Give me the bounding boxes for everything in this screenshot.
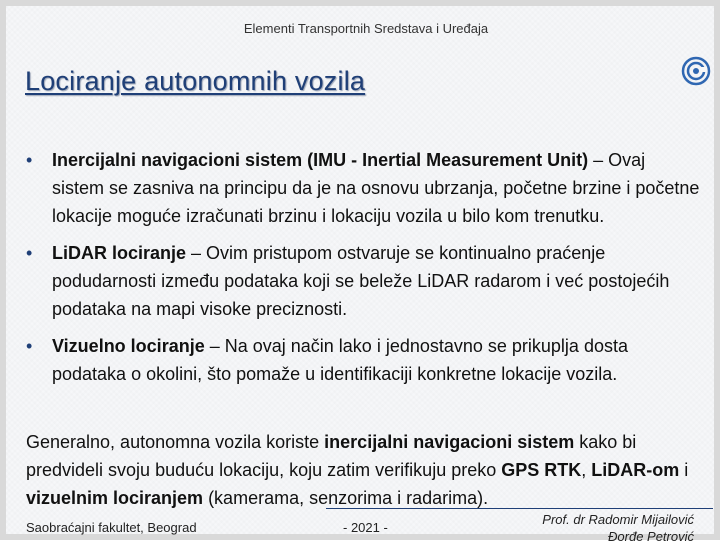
- footer-author-1: Prof. dr Radomir Mijailović: [542, 512, 694, 527]
- bullet-description: – Ovaj sistem se zasniva na principu da je na osnovu ubrzanja, početne brzine i početne lokacije moguće izračunati brzinu i lokaciju vozila u bilo kom trenutku.: [52, 150, 700, 226]
- summary-text: i: [679, 460, 689, 480]
- footer-author-2: Đorđe Petrović: [608, 529, 694, 544]
- bullet-item-imu: [26, 146, 701, 230]
- bullet-list: [26, 146, 701, 397]
- summary-text: kako bi predvideli svoju buduću lokaciju, koju zatim verifikuju preko: [26, 432, 637, 480]
- bullet-item-lidar: [26, 239, 701, 323]
- bullet-term: Inercijalni navigacioni sistem (IMU - Inertial Measurement Unit): [52, 150, 589, 170]
- footer-institution: Saobraćajni fakultet, Beograd: [26, 520, 197, 535]
- bullet-description: – Ovim pristupom ostvaruje se kontinualno praćenje podudarnosti između podataka koji se beleže LiDAR radarom i već postojećih podataka na mapi visoke preciznosti.: [52, 243, 670, 319]
- bullet-term: LiDAR lociranje: [52, 243, 187, 263]
- summary-text: Generalno, autonomna vozila koriste: [26, 432, 325, 452]
- bullet-marker: •: [26, 243, 33, 263]
- slide-header: Elementi Transportnih Sredstava i Uređaja: [243, 21, 489, 36]
- circular-logo-icon: [681, 56, 711, 86]
- bullet-marker: •: [26, 336, 33, 356]
- bullet-item-visual: [26, 332, 701, 388]
- page-title: Lociranje autonomnih vozila: [25, 66, 366, 96]
- footer-year: - 2021 -: [343, 520, 388, 535]
- bullet-marker: •: [26, 150, 33, 170]
- summary-emphasis: LiDAR-om: [591, 460, 680, 480]
- summary-paragraph: [26, 428, 706, 512]
- summary-text: (kamerama, senzorima i radarima).: [203, 488, 489, 508]
- summary-text: ,: [581, 460, 592, 480]
- footer-divider: [326, 508, 713, 509]
- summary-emphasis: inercijalni navigacioni sistem: [324, 432, 575, 452]
- bullet-term: Vizuelno lociranje: [52, 336, 205, 356]
- bullet-description: – Na ovaj način lako i jednostavno se prikuplja dosta podataka o okolini, što pomaže u identifikaciji konkretne lokacije vozila.: [52, 336, 628, 384]
- summary-emphasis: vizuelnim lociranjem: [26, 488, 204, 508]
- summary-emphasis: GPS RTK: [501, 460, 582, 480]
